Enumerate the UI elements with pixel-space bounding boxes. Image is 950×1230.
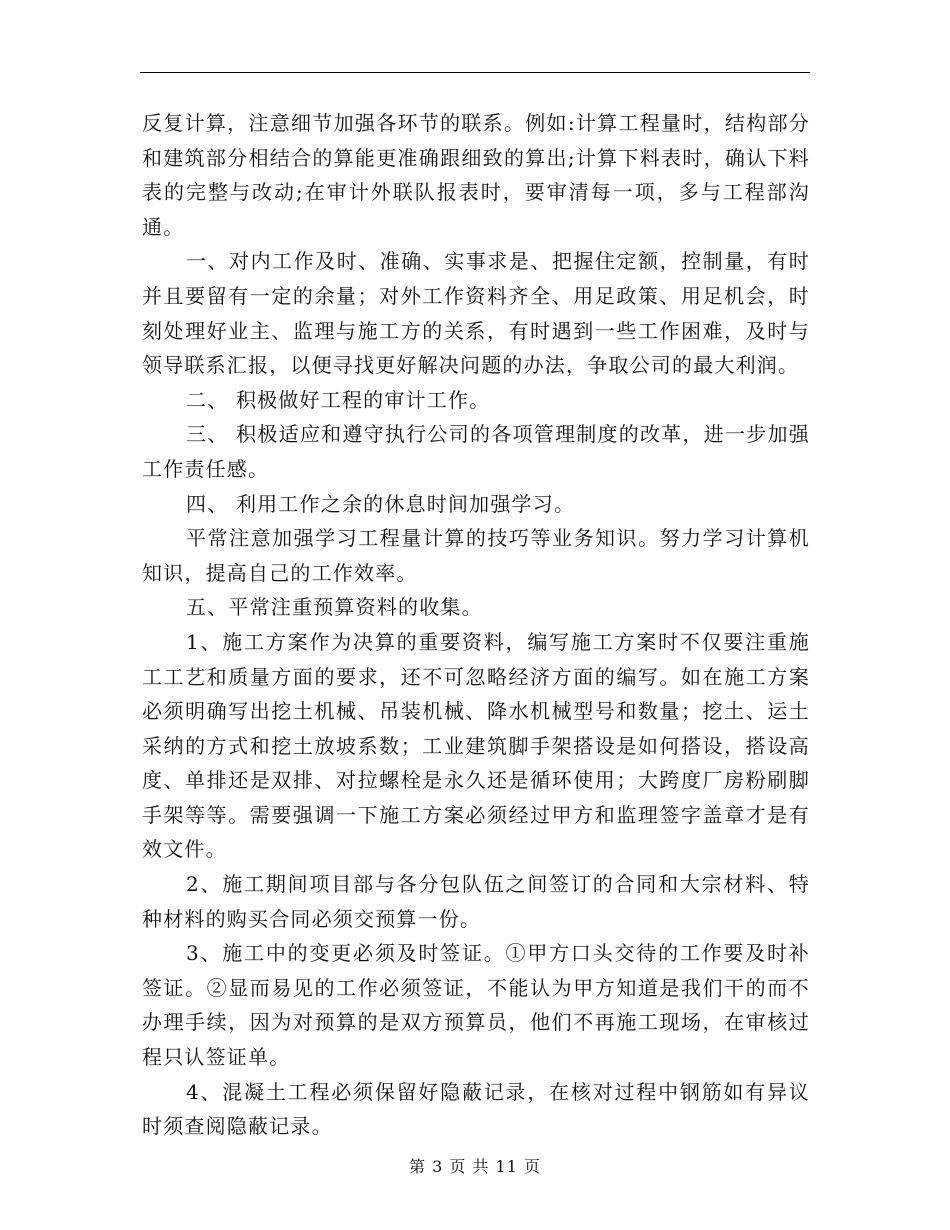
paragraph: 反复计算，注意细节加强各环节的联系。例如:计算工程量时，结构部分和建筑部分相结合的算能更准确跟细致的算出;计算下料表时，确认下料表的完整与改动;在审计外联队报表时，要审清每一项，多与工程部沟通。 <box>142 111 810 239</box>
header-rule <box>140 72 810 73</box>
paragraph: 平常注意加强学习工程量计算的技巧等业务知识。努力学习计算机知识，提高自己的工作效率。 <box>142 526 810 585</box>
paragraph: 3、施工中的变更必须及时签证。①甲方口头交待的工作要及时补签证。②显而易见的工作必须签证，不能认为甲方知道是我们干的而不办理手续，因为对预算的是双方预算员，他们不再施工现场，在审核过程只认签证单。 <box>142 941 810 1070</box>
paragraph: 一、对内工作及时、准确、实事求是、把握住定额，控制量，有时并且要留有一定的余量；对外工作资料齐全、用足政策、用足机会，时刻处理好业主、监理与施工方的关系，有时遇到一些工作困难，及时与领导联系汇报，以便寻找更好解决问题的办法，争取公司的最大利润。 <box>142 249 810 378</box>
paragraph: 4、混凝土工程必须保留好隐蔽记录，在核对过程中钢筋如有异议时须查阅隐蔽记录。 <box>142 1079 810 1139</box>
paragraph: 四、 利用工作之余的休息时间加强学习。 <box>186 491 576 516</box>
paragraph: 2、施工期间项目部与各分包队伍之间签订的合同和大宗材料、特种材料的购买合同必须交预算一份。 <box>142 872 810 931</box>
paragraph: 五、平常注重预算资料的收集。 <box>186 595 483 620</box>
paragraph: 二、 积极做好工程的审计工作。 <box>186 387 491 412</box>
page-number-footer: 第 3 页 共 11 页 <box>409 1157 541 1176</box>
paragraph: 1、施工方案作为决算的重要资料，编写施工方案时不仅要注重施工工艺和质量方面的要求，还不可忽略经济方面的编写。如在施工方案必须明确写出挖土机械、吊装机械、降水机械型号和数量；挖土、运土采纳的方式和挖土放坡系数；工业建筑脚手架搭设是如何搭设，搭设高度、单排还是双排、对拉螺栓是永久还是循环使用；大跨度厂房粉刷脚手架等等。需要强调一下施工方案必须经过甲方和监理签字盖章才是有效文件。 <box>142 629 810 862</box>
paragraph: 三、 积极适应和遵守执行公司的各项管理制度的改革，进一步加强工作责任感。 <box>142 422 810 481</box>
document-body <box>142 106 810 1144</box>
